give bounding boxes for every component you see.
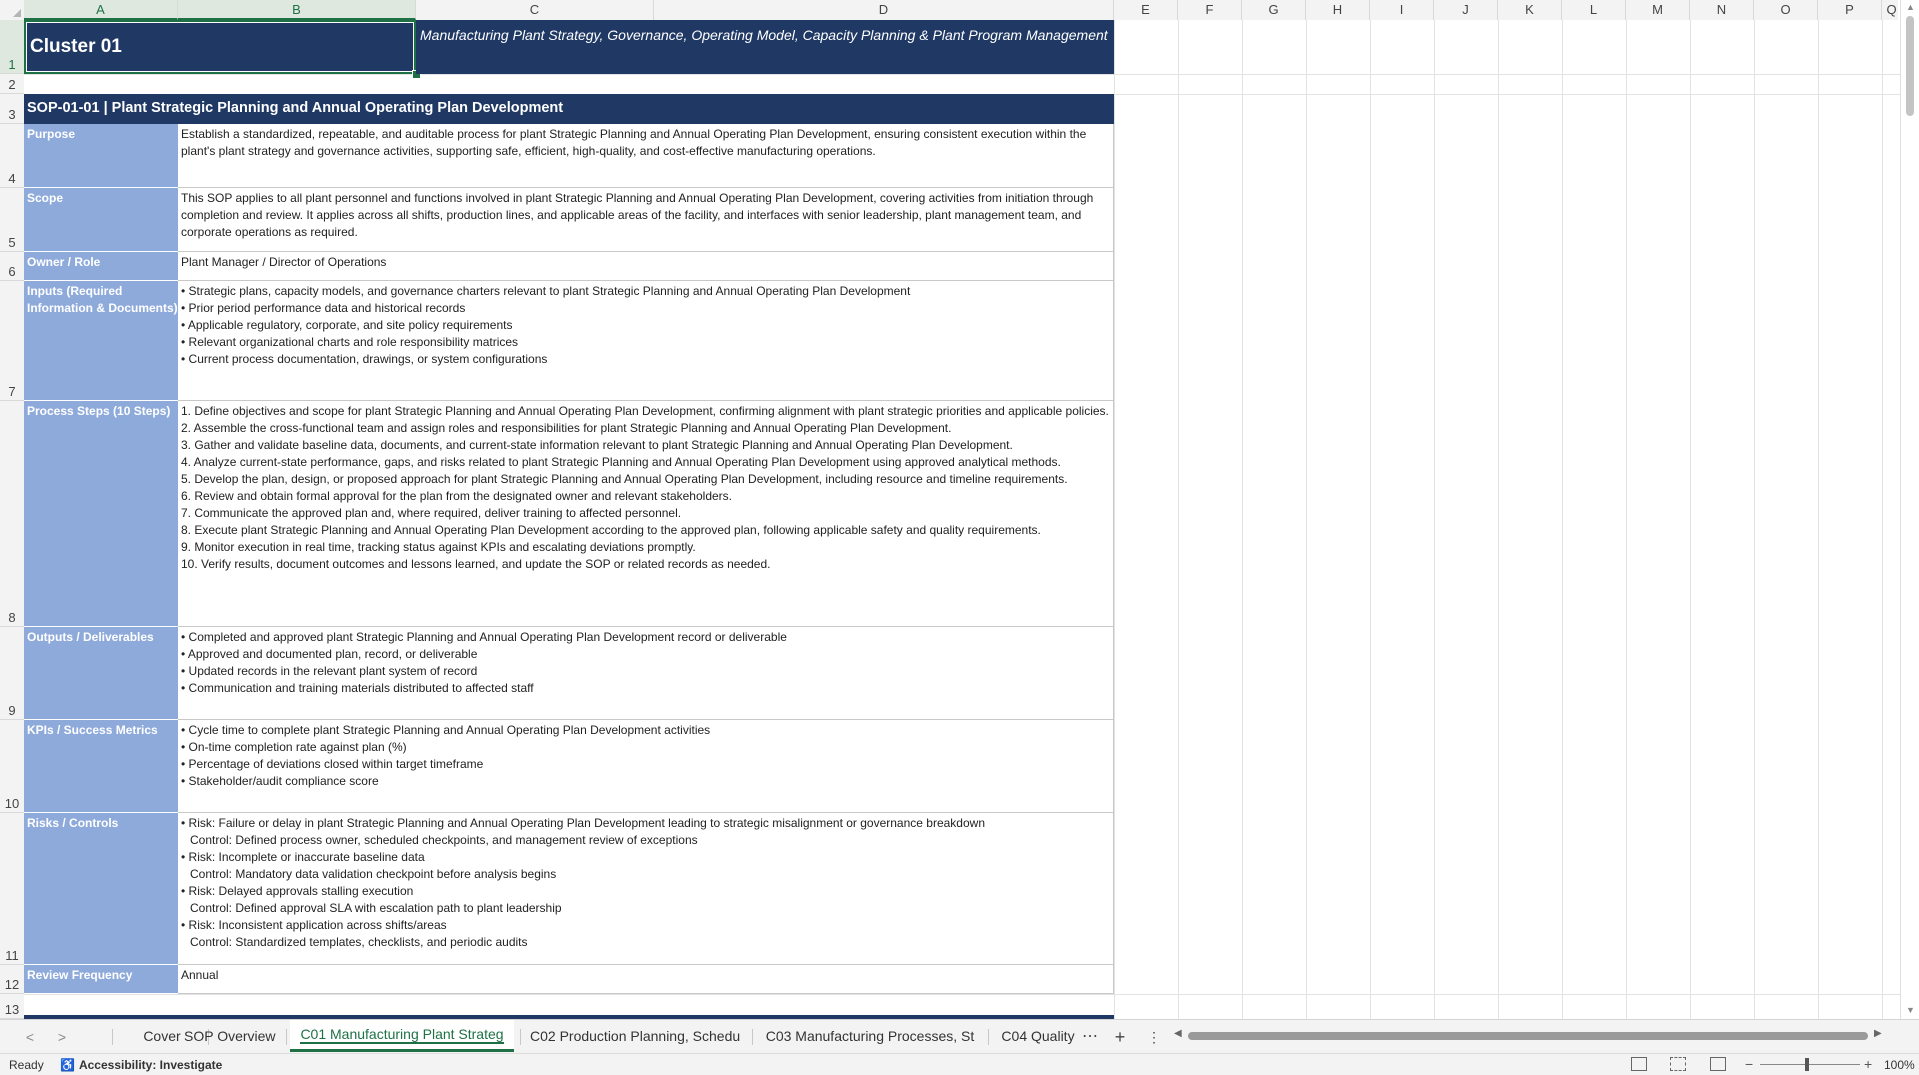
kpi-item: • Stakeholder/audit compliance score <box>181 774 379 788</box>
column-header-i[interactable]: I <box>1370 0 1434 20</box>
column-header-b[interactable]: B <box>178 0 416 20</box>
status-ready: Ready <box>9 1058 44 1072</box>
prev-sheet-icon[interactable]: < <box>25 1029 35 1045</box>
process-step: 4. Analyze current-state performance, gaps, and risks related to plant Strategic Planning and Annual Operating Plan Development using approved analytical methods. <box>181 455 1061 469</box>
inputs-item: • Applicable regulatory, corporate, and site policy requirements <box>181 318 513 332</box>
sheet-tab-bar <box>0 1019 1919 1054</box>
row-header-bar <box>0 20 25 1019</box>
column-header-f[interactable]: F <box>1178 0 1242 20</box>
row-header-10[interactable]: 10 <box>0 720 24 813</box>
status-bar <box>0 1053 1919 1075</box>
tab-c04[interactable]: C04 Quality <box>1001 1028 1075 1044</box>
inputs-item: • Prior period performance data and historical records <box>181 301 466 315</box>
column-header-d[interactable]: D <box>654 0 1114 20</box>
column-header-a[interactable]: A <box>24 0 178 20</box>
vertical-scroll-thumb[interactable] <box>1906 16 1914 116</box>
column-header-g[interactable]: G <box>1242 0 1306 20</box>
row-header-9[interactable]: 9 <box>0 627 24 720</box>
kpis-value[interactable] <box>178 720 1114 813</box>
inputs-value[interactable] <box>178 281 1114 401</box>
outputs-item: • Approved and documented plan, record, or deliverable <box>181 647 478 661</box>
row-header-5[interactable]: 5 <box>0 188 24 252</box>
owner-value[interactable]: Plant Manager / Director of Operations <box>178 252 1114 281</box>
column-header-q[interactable]: Q <box>1882 0 1902 20</box>
scroll-right-icon[interactable]: ▶ <box>1874 1028 1882 1039</box>
outputs-item: • Communication and training materials distributed to affected staff <box>181 681 534 695</box>
select-all-corner[interactable] <box>0 0 25 20</box>
review-frequency-value[interactable]: Annual <box>178 965 1114 994</box>
review-frequency-label[interactable]: Review Frequency <box>24 965 178 994</box>
column-header-o[interactable]: O <box>1754 0 1818 20</box>
purpose-value[interactable]: Establish a standardized, repeatable, and auditable process for plant Strategic Planning and Annual Operating Plan Development, ensuring consistent execution within the plant's plant strategy and governance activities, supporting safe, efficient, high-quality, and cost-effective manufacturing operations. <box>178 124 1114 188</box>
row-header-7[interactable]: 7 <box>0 281 24 401</box>
process-step: 3. Gather and validate baseline data, documents, and current-state information relevant to plant Strategic Planning and Annual Operating Plan Development. <box>181 438 1013 452</box>
inputs-item: • Relevant organizational charts and role responsibility matrices <box>181 335 519 349</box>
outputs-item: • Completed and approved plant Strategic Planning and Annual Operating Plan Development record or deliverable <box>181 630 787 644</box>
scroll-up-icon[interactable]: ▲ <box>1906 2 1915 12</box>
column-header-j[interactable]: J <box>1434 0 1498 20</box>
risk-item: • Risk: Failure or delay in plant Strategic Planning and Annual Operating Plan Development leading to strategic misalignment or governance breakdown <box>181 816 985 830</box>
process-step: 7. Communicate the approved plan and, where required, deliver training to affected personnel. <box>181 506 682 520</box>
row-header-12[interactable]: 12 <box>0 965 24 994</box>
scope-label[interactable]: Scope <box>24 188 178 252</box>
purpose-label[interactable]: Purpose <box>24 124 178 188</box>
process-step: 1. Define objectives and scope for plant Strategic Planning and Annual Operating Plan Development, confirming alignment with plant strategic priorities and applicable policies. <box>181 404 1109 418</box>
column-header-n[interactable]: N <box>1690 0 1754 20</box>
horizontal-scroll-thumb[interactable] <box>1188 1032 1868 1040</box>
column-header-p[interactable]: P <box>1818 0 1882 20</box>
row-header-1[interactable]: 1 <box>0 20 24 74</box>
sheet-options-icon[interactable]: ⋮ <box>1147 1029 1161 1045</box>
outputs-item: • Updated records in the relevant plant system of record <box>181 664 478 678</box>
accessibility-icon: ♿ <box>60 1058 75 1072</box>
row-header-13[interactable]: 13 <box>0 994 24 1019</box>
row-header-4[interactable]: 4 <box>0 124 24 188</box>
kpi-item: • On-time completion rate against plan (%) <box>181 740 407 754</box>
cluster-subtitle-cell[interactable]: Manufacturing Plant Strategy, Governance, Operating Model, Capacity Planning & Plant Program Management <box>416 20 1114 74</box>
owner-label[interactable]: Owner / Role <box>24 252 178 281</box>
more-sheets-icon[interactable]: ⋯ <box>1082 1028 1098 1045</box>
row-header-8[interactable]: 8 <box>0 401 24 627</box>
vertical-scrollbar[interactable] <box>1900 0 1919 1019</box>
zoom-slider-thumb[interactable] <box>1805 1058 1809 1071</box>
tab-c01[interactable]: C01 Manufacturing Plant Strateg <box>290 1020 514 1052</box>
control-item: Control: Mandatory data validation checkpoint before analysis begins <box>190 867 557 881</box>
add-sheet-icon[interactable]: + <box>1114 1027 1126 1047</box>
column-header-m[interactable]: M <box>1626 0 1690 20</box>
tab-c02[interactable]: C02 Production Planning, Schedu <box>530 1028 741 1044</box>
process-step: 10. Verify results, document outcomes and lessons learned, and update the SOP or related records as needed. <box>181 557 771 571</box>
row-header-2[interactable]: 2 <box>0 74 24 94</box>
column-header-k[interactable]: K <box>1498 0 1562 20</box>
inputs-label[interactable]: Inputs (Required Information & Documents) <box>24 281 178 401</box>
scroll-left-icon[interactable]: ◀ <box>1174 1028 1182 1039</box>
risk-item: • Risk: Delayed approvals stalling execution <box>181 884 414 898</box>
sop-heading-cell[interactable]: SOP-01-01 | Plant Strategic Planning and Annual Operating Plan Development <box>24 94 1114 124</box>
process-steps-value[interactable] <box>178 401 1114 627</box>
kpi-item: • Percentage of deviations closed within target timeframe <box>181 757 484 771</box>
row-header-3[interactable]: 3 <box>0 94 24 124</box>
cell-grid[interactable] <box>24 20 1900 1019</box>
process-step: 6. Review and obtain formal approval for the plan from the designated owner and relevant stakeholders. <box>181 489 732 503</box>
process-steps-label[interactable]: Process Steps (10 Steps) <box>24 401 178 627</box>
horizontal-scrollbar[interactable] <box>1172 1026 1882 1046</box>
row-header-6[interactable]: 6 <box>0 252 24 281</box>
zoom-level[interactable]: 100% <box>1884 1058 1915 1072</box>
process-step: 8. Execute plant Strategic Planning and Annual Operating Plan Development according to the approved plan, following applicable safety and quality requirements. <box>181 523 1041 537</box>
page-break-view-icon[interactable] <box>1710 1057 1726 1071</box>
tab-c03[interactable]: C03 Manufacturing Processes, St <box>765 1028 975 1044</box>
process-step: 2. Assemble the cross-functional team and assign roles and responsibilities for plant Strategic Planning and Annual Operating Plan Development. <box>181 421 952 435</box>
inputs-item: • Current process documentation, drawings, or system configurations <box>181 352 548 366</box>
column-header-c[interactable]: C <box>416 0 654 20</box>
column-header-l[interactable]: L <box>1562 0 1626 20</box>
column-header-e[interactable]: E <box>1114 0 1178 20</box>
kpis-label[interactable]: KPIs / Success Metrics <box>24 720 178 813</box>
process-step: 9. Monitor execution in real time, tracking status against KPIs and escalating deviations promptly. <box>181 540 696 554</box>
inputs-item: • Strategic plans, capacity models, and governance charters relevant to plant Strategic Planning and Annual Operating Plan Development <box>181 284 911 298</box>
risks-label[interactable]: Risks / Controls <box>24 813 178 965</box>
zoom-out-icon[interactable]: − <box>1745 1056 1754 1072</box>
page-layout-view-icon[interactable] <box>1670 1057 1686 1071</box>
risks-value[interactable] <box>178 813 1114 965</box>
scroll-down-icon[interactable]: ▼ <box>1906 1005 1915 1015</box>
outputs-label[interactable]: Outputs / Deliverables <box>24 627 178 720</box>
column-header-bar <box>0 0 1898 21</box>
tab-cover[interactable]: Cover <box>143 1028 181 1044</box>
outputs-value[interactable] <box>178 627 1114 720</box>
cluster-title-cell[interactable]: Cluster 01 <box>24 20 416 74</box>
risk-item: • Risk: Inconsistent application across shifts/areas <box>181 918 447 932</box>
scope-value[interactable]: This SOP applies to all plant personnel and functions involved in plant Strategic Planning and Annual Operating Plan Development, covering activities from initiation through completion and review. It applies across all shifts, production lines, and applicable areas of the facility, and interfaces with senior leadership, plant management team, and corporate operations as required. <box>178 188 1114 252</box>
control-item: Control: Defined approval SLA with escalation path to plant leadership <box>190 901 562 915</box>
zoom-slider[interactable] <box>1760 1064 1860 1065</box>
tab-sop-overview[interactable]: SOP Overview <box>184 1028 276 1044</box>
accessibility-status[interactable]: ♿ Accessibility: Investigate <box>60 1058 223 1072</box>
kpi-item: • Cycle time to complete plant Strategic Planning and Annual Operating Plan Development activities <box>181 723 711 737</box>
control-item: Control: Defined process owner, scheduled checkpoints, and management review of exceptions <box>190 833 698 847</box>
process-step: 5. Develop the plan, design, or proposed approach for plant Strategic Planning and Annual Operating Plan Development, including resource and timeline requirements. <box>181 472 1068 486</box>
normal-view-icon[interactable] <box>1631 1057 1647 1071</box>
next-sheet-icon[interactable]: > <box>57 1029 67 1045</box>
zoom-in-icon[interactable]: + <box>1864 1056 1873 1072</box>
row-header-11[interactable]: 11 <box>0 813 24 965</box>
control-item: Control: Standardized templates, checklists, and periodic audits <box>190 935 528 949</box>
column-header-h[interactable]: H <box>1306 0 1370 20</box>
risk-item: • Risk: Incomplete or inaccurate baseline data <box>181 850 425 864</box>
